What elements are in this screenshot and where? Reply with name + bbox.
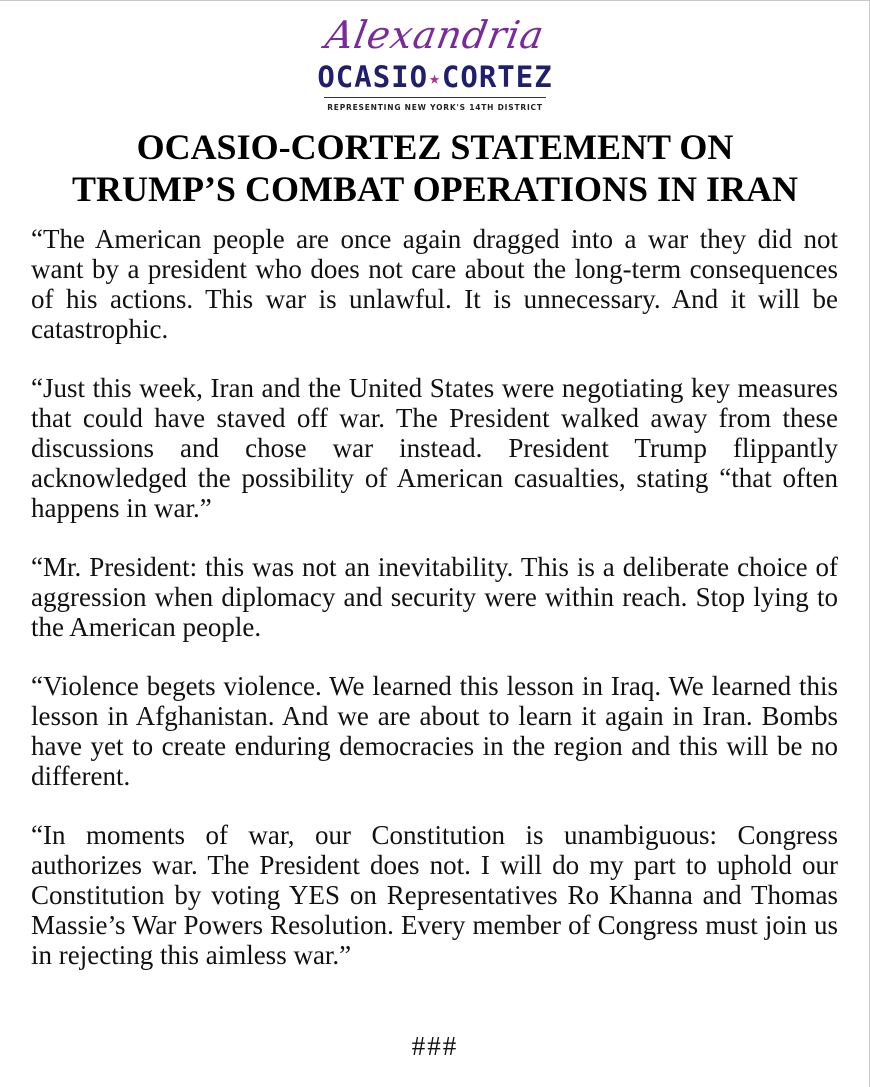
page-title (0, 126, 870, 210)
paragraph-4: “Violence begets violence. We learned this lesson in Iraq. We learned this lesson in Afghanistan. And we are about to learn it again in Iran. Bombs have yet to create enduring democracies in the region and this will be no different. (31, 671, 838, 791)
logo-surname-right: CORTEZ (441, 60, 553, 94)
logo-first-name: Alexandria (322, 13, 548, 57)
headline-line-1: OCASIO-CORTEZ STATEMENT ON (136, 127, 734, 167)
logo-divider (324, 97, 546, 98)
logo-surname (0, 61, 870, 95)
headline-line-2: TRUMP’S COMBAT OPERATIONS IN IRAN (71, 169, 799, 209)
paragraph-5: “In moments of war, our Constitution is unambiguous: Congress authorizes war. The President does not. I will do my part to uphold our Constitution by voting YES on Representatives Ro Khanna and Thomas Massie’s War Powers Resolution. Every member of Congress must join us in rejecting this aimless war.” (31, 820, 838, 970)
end-mark: ### (411, 1031, 459, 1061)
paragraph-2: “Just this week, Iran and the United States were negotiating key measures that could have staved off war. The President walked away from these discussions and chose war instead. President Trump flippantly acknowledged the possibility of American casualties, stating “that often happens in war.” (31, 373, 838, 523)
logo-district: REPRESENTING NEW YORK'S 14TH DISTRICT (327, 103, 543, 112)
paragraph-1: “The American people are once again dragged into a war they did not want by a president who does not care about the long-term consequences of his actions. This war is unlawful. It is unnecessary. And it will be catastrophic. (31, 224, 838, 344)
paragraph-3: “Mr. President: this was not an inevitability. This is a deliberate choice of aggression when diplomacy and security were within reach. Stop lying to the American people. (31, 552, 838, 642)
statement-body (31, 224, 838, 999)
logo-surname-left: OCASIO (317, 60, 429, 94)
logo (0, 15, 870, 114)
star-icon: ★ (429, 68, 441, 89)
